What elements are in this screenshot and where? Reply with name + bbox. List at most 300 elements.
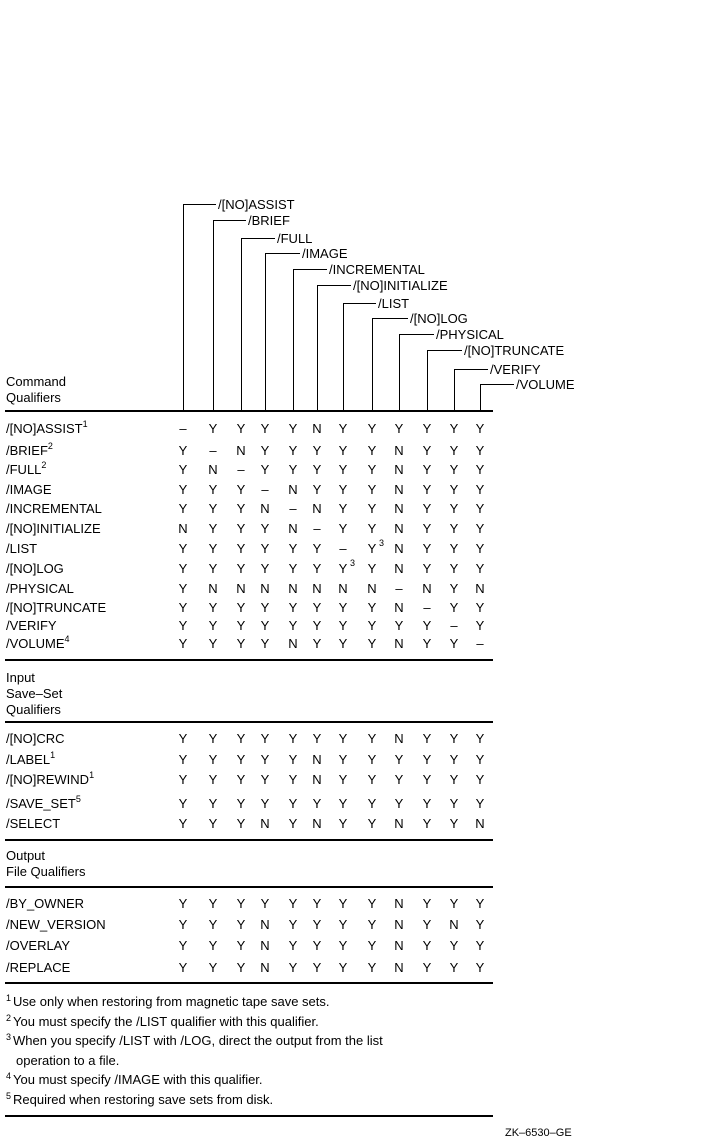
input-row-label: /SELECT — [6, 816, 61, 831]
command-cell: Y — [338, 462, 348, 477]
command-cell: Y — [312, 482, 322, 497]
command-cell: Y — [208, 600, 218, 615]
output-cell: N — [394, 917, 404, 932]
output-cell: N — [449, 917, 459, 932]
command-cell: Y — [394, 421, 404, 436]
command-qualifiers-heading-line-1: Command — [6, 374, 66, 389]
command-cell: – — [450, 618, 458, 633]
command-cell: Y — [312, 600, 322, 615]
command-cell: Y — [449, 600, 459, 615]
command-cell: Y — [208, 521, 218, 536]
input-cell: Y — [236, 796, 246, 811]
command-cell: Y — [288, 561, 298, 576]
input-cell: Y — [367, 731, 377, 746]
command-cell: Y — [367, 482, 377, 497]
output-cell: Y — [178, 917, 188, 932]
command-cell: Y — [260, 561, 270, 576]
command-row-label: /[NO]TRUNCATE — [6, 600, 107, 615]
column-6-leader-vertical — [317, 285, 318, 410]
column-header-4: /IMAGE — [302, 246, 348, 261]
output-cell: Y — [367, 960, 377, 975]
column-4-leader-horizontal — [265, 253, 300, 254]
command-cell: Y — [178, 618, 188, 633]
input-cell: Y — [449, 752, 459, 767]
command-cell: – — [476, 636, 484, 651]
command-cell: N — [367, 581, 377, 596]
input-cell: Y — [260, 731, 270, 746]
command-cell: – — [395, 581, 403, 596]
column-1-leader-horizontal — [183, 204, 216, 205]
command-cell: Y — [422, 618, 432, 633]
command-cell: Y — [475, 462, 485, 477]
command-cell: N — [394, 561, 404, 576]
column-12-leader-horizontal — [480, 384, 514, 385]
command-cell: Y — [288, 462, 298, 477]
column-header-6: /[NO]INITIALIZE — [353, 278, 448, 293]
command-cell: N — [312, 501, 322, 516]
command-cell: Y — [449, 561, 459, 576]
command-cell: N — [394, 462, 404, 477]
command-cell: Y — [338, 443, 348, 458]
command-cell: Y — [367, 501, 377, 516]
command-row-label: /IMAGE — [6, 482, 52, 497]
input-cell: Y — [394, 772, 404, 787]
input-cell: Y — [449, 796, 459, 811]
output-cell: N — [394, 960, 404, 975]
command-cell: Y — [422, 561, 432, 576]
output-cell: Y — [338, 938, 348, 953]
command-cell: Y — [449, 462, 459, 477]
figure-id: ZK–6530–GE — [505, 1127, 572, 1139]
output-cell: N — [394, 938, 404, 953]
input-cell: Y — [178, 731, 188, 746]
command-cell: Y — [422, 421, 432, 436]
command-section-rule — [5, 410, 493, 412]
output-cell: Y — [338, 917, 348, 932]
input-cell: Y — [367, 752, 377, 767]
command-cell: Y — [422, 501, 432, 516]
input-row-label: /[NO]CRC — [6, 731, 65, 746]
column-header-3: /FULL — [277, 231, 313, 246]
input-row-label: /[NO]REWIND$^1$ — [6, 769, 95, 787]
command-cell: Y — [208, 618, 218, 633]
command-cell: Y — [475, 561, 485, 576]
footnote-marker: 1 — [82, 418, 88, 429]
column-header-7: /LIST — [378, 296, 410, 311]
input-cell: Y — [422, 731, 432, 746]
command-cell: Y — [288, 618, 298, 633]
input-cell: Y — [367, 816, 377, 831]
output-cell: Y — [288, 896, 298, 911]
command-cell: N — [312, 421, 322, 436]
command-cell: Y — [338, 618, 348, 633]
command-cell: Y — [367, 541, 377, 556]
input-row-label: /LABEL$^1$ — [6, 749, 56, 767]
command-cell: Y — [394, 618, 404, 633]
command-cell: Y — [312, 462, 322, 477]
input-cell: N — [394, 731, 404, 746]
command-cell: Y — [208, 501, 218, 516]
command-cell: N — [394, 482, 404, 497]
command-cell: Y — [208, 541, 218, 556]
input-cell: Y — [236, 772, 246, 787]
column-12-leader-vertical — [480, 384, 481, 410]
footnote-1: $^1$ Use only when restoring from magnetic tape save sets. — [6, 993, 330, 1009]
output-section-rule — [5, 886, 493, 888]
input-cell: Y — [312, 731, 322, 746]
command-cell: Y — [208, 482, 218, 497]
column-5-leader-vertical — [293, 269, 294, 410]
input-cell: Y — [338, 752, 348, 767]
command-cell: – — [261, 482, 269, 497]
command-cell: Y — [178, 561, 188, 576]
column-8-leader-vertical — [372, 318, 373, 410]
column-7-leader-horizontal — [343, 303, 376, 304]
input-row-label: /SAVE_SET$^5$ — [6, 793, 81, 811]
output-row-label: /BY_OWNER — [6, 896, 85, 911]
command-cell: Y — [236, 482, 246, 497]
output-cell: Y — [422, 896, 432, 911]
output-cell: Y — [178, 896, 188, 911]
output-cell: Y — [236, 917, 246, 932]
command-cell: Y — [208, 421, 218, 436]
footnote-marker: 5 — [75, 793, 81, 804]
command-row-label: /BRIEF$^2$ — [6, 440, 53, 458]
output-cell: N — [260, 960, 270, 975]
output-cell: Y — [288, 938, 298, 953]
column-2-leader-vertical — [213, 220, 214, 410]
command-cell: Y — [260, 421, 270, 436]
footnote-number: 5 — [6, 1090, 12, 1101]
input-cell: Y — [394, 752, 404, 767]
command-cell: Y — [449, 501, 459, 516]
output-cell: Y — [236, 960, 246, 975]
output-cell: Y — [367, 917, 377, 932]
command-cell: Y — [367, 521, 377, 536]
output-row-label: /REPLACE — [6, 960, 71, 975]
command-cell: Y — [312, 618, 322, 633]
command-cell: Y — [449, 421, 459, 436]
input-cell: Y — [208, 796, 218, 811]
command-cell: N — [394, 501, 404, 516]
command-cell: Y — [475, 501, 485, 516]
command-cell: Y — [338, 421, 348, 436]
output-cell: Y — [312, 917, 322, 932]
command-cell: Y — [449, 521, 459, 536]
command-cell: – — [423, 600, 431, 615]
output-cell: Y — [288, 917, 298, 932]
command-row-label: /[NO]LOG — [6, 561, 64, 576]
input-cell: Y — [338, 796, 348, 811]
input-cell: Y — [394, 796, 404, 811]
command-cell: Y — [312, 443, 322, 458]
input-cell: Y — [422, 772, 432, 787]
command-cell: Y — [422, 462, 432, 477]
command-cell: – — [339, 541, 347, 556]
footnote-marker: 4 — [64, 633, 70, 644]
command-cell: Y — [475, 482, 485, 497]
column-3-leader-horizontal — [241, 238, 275, 239]
command-cell: Y — [178, 636, 188, 651]
command-cell: Y — [422, 541, 432, 556]
output-file-heading-line-1: Output — [6, 848, 46, 863]
command-cell: Y — [338, 482, 348, 497]
footnote-number: 1 — [6, 993, 12, 1003]
column-8-leader-horizontal — [372, 318, 408, 319]
output-cell: Y — [449, 938, 459, 953]
input-cell: Y — [236, 731, 246, 746]
command-cell: Y — [475, 421, 485, 436]
output-row-label: /OVERLAY — [6, 938, 71, 953]
output-cell: Y — [475, 938, 485, 953]
command-cell: – — [209, 443, 217, 458]
input-cell: Y — [208, 731, 218, 746]
input-cell: Y — [208, 816, 218, 831]
command-cell: Y — [449, 581, 459, 596]
input-cell: N — [312, 772, 322, 787]
input-cell: Y — [422, 816, 432, 831]
column-11-leader-vertical — [454, 369, 455, 410]
command-cell: Y — [422, 521, 432, 536]
command-cell: Y — [236, 618, 246, 633]
input-save-set-heading-line-3: Qualifiers — [6, 702, 61, 717]
output-cell: Y — [338, 896, 348, 911]
output-cell: N — [260, 917, 270, 932]
command-cell: Y — [367, 561, 377, 576]
footnote-marker: 1 — [89, 769, 95, 780]
command-cell: Y — [260, 618, 270, 633]
column-header-2: /BRIEF — [248, 213, 290, 228]
command-cell: Y — [236, 561, 246, 576]
input-cell: Y — [338, 731, 348, 746]
command-row-label: /VERIFY — [6, 618, 57, 633]
cell-footnote-marker: 3 — [379, 538, 385, 548]
input-cell: Y — [367, 796, 377, 811]
command-cell: Y — [449, 636, 459, 651]
command-cell: N — [312, 581, 322, 596]
output-cell: Y — [208, 938, 218, 953]
output-cell: Y — [422, 917, 432, 932]
input-cell: Y — [208, 772, 218, 787]
input-cell: Y — [288, 796, 298, 811]
command-cell: N — [178, 521, 188, 536]
command-row-label: /[NO]INITIALIZE — [6, 521, 101, 536]
command-cell: Y — [312, 541, 322, 556]
output-cell: N — [394, 896, 404, 911]
command-cell: Y — [208, 636, 218, 651]
command-qualifiers-heading-line-2: Qualifiers — [6, 390, 61, 405]
column-5-leader-horizontal — [293, 269, 327, 270]
command-cell: N — [260, 581, 270, 596]
footnote-2: $^2$ You must specify the /LIST qualifier with this qualifier. — [6, 1012, 319, 1029]
input-cell: Y — [178, 752, 188, 767]
output-cell: Y — [422, 960, 432, 975]
bottom-rule — [5, 1115, 493, 1117]
input-cell: Y — [367, 772, 377, 787]
input-cell: Y — [338, 772, 348, 787]
command-cell: Y — [475, 443, 485, 458]
command-cell: N — [394, 600, 404, 615]
output-cell: Y — [338, 960, 348, 975]
column-header-8: /[NO]LOG — [410, 311, 468, 326]
command-cell: Y — [475, 541, 485, 556]
command-cell: Y — [178, 482, 188, 497]
input-cell: Y — [475, 772, 485, 787]
command-cell: Y — [236, 421, 246, 436]
input-cell: Y — [475, 796, 485, 811]
output-cell: Y — [208, 960, 218, 975]
command-cell: Y — [178, 600, 188, 615]
command-row-label: /FULL$^2$ — [6, 459, 47, 477]
command-row-label: /PHYSICAL — [6, 581, 74, 596]
input-cell: Y — [312, 796, 322, 811]
footnote-3-cont: operation to a file. — [16, 1052, 120, 1068]
command-cell: Y — [449, 443, 459, 458]
input-cell: Y — [449, 772, 459, 787]
input-cell: Y — [178, 816, 188, 831]
input-save-set-heading-line-2: Save–Set — [6, 686, 63, 701]
command-cell: Y — [312, 636, 322, 651]
input-save-set-heading-line-1: Input — [6, 670, 35, 685]
command-cell: Y — [260, 636, 270, 651]
column-10-leader-vertical — [427, 350, 428, 410]
command-cell: Y — [422, 443, 432, 458]
command-row-label: /LIST — [6, 541, 38, 556]
column-9-leader-vertical — [399, 334, 400, 410]
footnote-marker: 2 — [41, 459, 47, 470]
command-cell: Y — [475, 600, 485, 615]
input-cell: N — [394, 816, 404, 831]
input-cell: Y — [178, 772, 188, 787]
output-file-heading-line-2: File Qualifiers — [6, 864, 86, 879]
output-cell: Y — [208, 896, 218, 911]
input-cell: Y — [475, 731, 485, 746]
command-cell: Y — [260, 600, 270, 615]
input-cell: Y — [422, 752, 432, 767]
command-cell: Y — [367, 636, 377, 651]
output-cell: Y — [367, 896, 377, 911]
command-cell: N — [236, 443, 246, 458]
footnote-marker: 1 — [50, 749, 56, 760]
command-cell: Y — [260, 521, 270, 536]
footnote-number: 2 — [6, 1012, 12, 1023]
output-section-top-rule — [5, 839, 493, 841]
column-4-leader-vertical — [265, 253, 266, 410]
command-cell: Y — [338, 501, 348, 516]
input-cell: Y — [288, 752, 298, 767]
command-row-label: /[NO]ASSIST$^1$ — [6, 418, 88, 436]
command-cell: Y — [260, 541, 270, 556]
command-cell: Y — [260, 462, 270, 477]
command-row-label: /VOLUME$^4$ — [6, 633, 70, 651]
command-cell: Y — [178, 581, 188, 596]
command-cell: N — [208, 462, 218, 477]
command-cell: Y — [449, 541, 459, 556]
command-cell: Y — [338, 561, 348, 576]
command-cell: Y — [236, 636, 246, 651]
command-cell: – — [289, 501, 297, 516]
column-header-12: /VOLUME — [516, 377, 575, 392]
output-cell: Y — [260, 896, 270, 911]
command-cell: Y — [422, 482, 432, 497]
input-cell: Y — [449, 731, 459, 746]
input-cell: Y — [338, 816, 348, 831]
output-cell: Y — [236, 896, 246, 911]
output-cell: Y — [422, 938, 432, 953]
command-cell: N — [394, 443, 404, 458]
command-cell: Y — [312, 561, 322, 576]
input-section-rule — [5, 721, 493, 723]
cell-footnote-marker: 3 — [350, 558, 356, 568]
command-cell: N — [422, 581, 432, 596]
output-cell: Y — [475, 917, 485, 932]
command-cell: Y — [236, 541, 246, 556]
command-cell: Y — [208, 561, 218, 576]
footnote-number: 4 — [6, 1071, 12, 1081]
command-cell: N — [288, 581, 298, 596]
column-7-leader-vertical — [343, 303, 344, 410]
input-cell: Y — [236, 816, 246, 831]
command-cell: N — [394, 636, 404, 651]
command-cell: Y — [367, 462, 377, 477]
input-cell: N — [475, 816, 485, 831]
column-9-leader-horizontal — [399, 334, 434, 335]
command-cell: N — [475, 581, 485, 596]
column-11-leader-horizontal — [454, 369, 488, 370]
footnote-4: $^4$ You must specify /IMAGE with this qualifier. — [6, 1071, 263, 1087]
output-cell: Y — [208, 917, 218, 932]
footnote-3: $^3$ When you specify /LIST with /LOG, direct the output from the list — [6, 1032, 383, 1048]
footnote-5: $^5$ Required when restoring save sets from disk. — [6, 1090, 274, 1107]
command-cell: N — [260, 501, 270, 516]
input-cell: Y — [288, 816, 298, 831]
input-cell: Y — [422, 796, 432, 811]
output-cell: N — [260, 938, 270, 953]
input-section-top-rule — [5, 659, 493, 661]
command-cell: N — [288, 521, 298, 536]
column-header-9: /PHYSICAL — [436, 327, 504, 342]
output-cell: Y — [475, 960, 485, 975]
command-cell: Y — [367, 600, 377, 615]
input-cell: Y — [449, 816, 459, 831]
output-cell: Y — [367, 938, 377, 953]
output-row-label: /NEW_VERSION — [6, 917, 106, 932]
command-cell: Y — [178, 443, 188, 458]
column-3-leader-vertical — [241, 238, 242, 410]
column-10-leader-horizontal — [427, 350, 462, 351]
output-cell: Y — [312, 896, 322, 911]
command-cell: Y — [288, 421, 298, 436]
output-cell: Y — [449, 960, 459, 975]
command-cell: – — [237, 462, 245, 477]
column-header-5: /INCREMENTAL — [329, 262, 425, 277]
command-cell: – — [179, 421, 187, 436]
output-cell: Y — [288, 960, 298, 975]
command-cell: Y — [236, 521, 246, 536]
command-cell: Y — [367, 421, 377, 436]
output-cell: Y — [312, 938, 322, 953]
command-cell: – — [313, 521, 321, 536]
command-cell: N — [338, 581, 348, 596]
input-cell: Y — [260, 772, 270, 787]
command-cell: Y — [338, 600, 348, 615]
command-cell: Y — [338, 521, 348, 536]
command-cell: N — [394, 541, 404, 556]
input-cell: N — [312, 816, 322, 831]
output-cell: Y — [312, 960, 322, 975]
command-row-label: /INCREMENTAL — [6, 501, 102, 516]
command-cell: N — [288, 636, 298, 651]
